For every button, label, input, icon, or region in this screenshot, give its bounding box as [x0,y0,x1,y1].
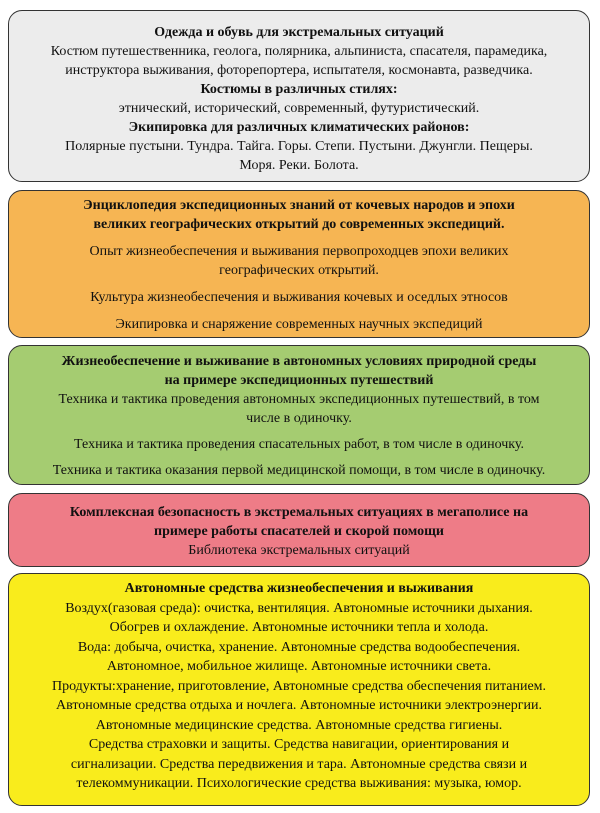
autonomous-survival-box [8,345,590,485]
box2-item: Опыт жизнеобеспечения и выживания первопроходцев эпохи великих [89,244,509,259]
box1-line: Костюм путешественника, геолога, полярника, альпиниста, спасателя, парамедика, [50,44,548,59]
megapolis-safety-box [8,493,590,567]
box2-item: географических открытий. [219,263,379,278]
box2-title: Энциклопедия экспедиционных знаний от кочевых народов и эпохи [83,198,515,213]
box2-item: Экипировка и снаряжение современных научных экспедиций [115,317,483,332]
box4-title: Комплексная безопасность в экстремальных ситуациях в мегаполисе на [69,505,529,520]
box4-title: примере работы спасателей и скорой помощи [154,524,444,539]
box3-title: Жизнеобеспечение и выживание в автономных условиях природной среды [61,354,537,369]
box4-item: Библиотека экстремальных ситуаций [188,543,410,558]
box2-item: Культура жизнеобеспечения и выживания кочевых и оседлых этносов [90,290,508,305]
box3-item: Техника и тактика оказания первой медицинской помощи, в том числе в одиночку. [52,463,546,478]
box3-item: числе в одиночку. [246,411,352,426]
box1-line: Полярные пустыни. Тундра. Тайга. Горы. Степи. Пустыни. Джунгли. Пещеры. [65,139,533,154]
box5-line: Вода: добыча, очистка, хранение. Автономные средства водообеспечения. [77,639,521,655]
box1-line: Одежда и обувь для экстремальных ситуаций [154,25,444,40]
box5-line: Автономные медицинские средства. Автономные средства гигиены. [95,717,503,733]
box3-title: на примере экспедиционных путешествий [164,373,434,388]
box1-line: Моря. Реки. Болота. [239,158,359,173]
box3-item: Техника и тактика проведения автономных экспедиционных путешествий, в том [58,392,540,407]
box1-line: Костюмы в различных стилях: [200,82,398,97]
box3-item: Техника и тактика проведения спасательных работ, в том числе в одиночку. [74,437,524,452]
box5-line: телекоммуникации. Психологические средства выживания: музыка, юмор. [76,776,522,791]
clothing-footwear-box [8,10,590,182]
box1-line: инструктора выживания, фоторепортера, испытателя, космонавта, разведчика. [65,63,533,78]
box5-line: Обогрев и охлаждение. Автономные источники тепла и холода. [109,620,489,635]
box5-title: Автономные средства жизнеобеспечения и выживания [124,581,474,596]
box5-line: Автономные средства отдыха и ночлега. Автономные источники электроэнергии. [55,698,543,713]
expedition-encyclopedia-box [8,190,590,338]
box5-line: Автономное, мобильное жилище. Автономные источники света. [106,659,492,674]
box5-line: Продукты:хранение, приготовление, Автономные средства обеспечения питанием. [51,678,547,694]
box1-line: Экипировка для различных климатических районов: [128,120,470,135]
box1-line: этнический, исторический, современный, футуристический. [118,101,480,116]
box5-line: Средства страховки и защиты. Средства навигации, ориентирования и [88,737,510,752]
box5-line: Воздух(газовая среда): очистка, вентиляция. Автономные источники дыхания. [65,600,533,616]
box2-title: великих географических открытий до современных экспедиций. [93,217,505,232]
box5-line: сигнализации. Средства передвижения и тара. Автономные средства связи и [70,756,528,772]
autonomous-means-box [8,573,590,806]
